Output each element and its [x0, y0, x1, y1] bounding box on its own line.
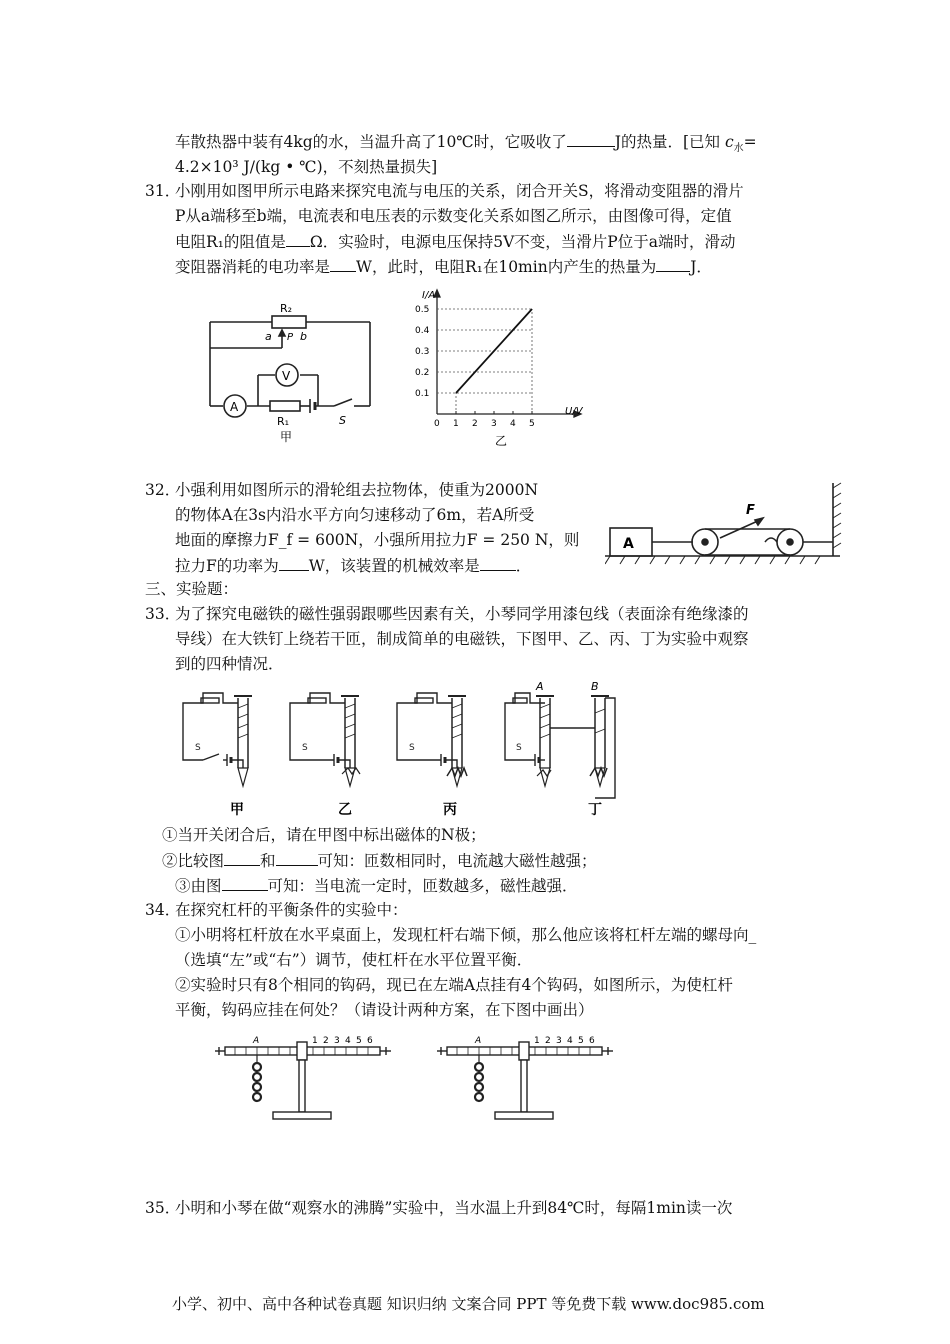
- page-footer: 小学、初中、高中各种试卷真题 知识归纳 文案合同 PPT 等免费下载 www.doc985.com: [172, 1295, 765, 1313]
- r1-label: R₁: [277, 415, 290, 428]
- q31-line2: P从a端移至b端，电流表和电压表的示数变化关系如图乙所示，由图像可得，定值: [175, 207, 732, 225]
- q31-line1: 小刚用如图甲所示电路来探究电流与电压的关系，闭合开关S，将滑动变阻器的滑片: [175, 182, 744, 200]
- q35-line1: 小明和小琴在做“观察水的沸腾”实验中，当水温上升到84℃时，每隔1min读一次: [175, 1199, 733, 1217]
- scale-5: 5: [356, 1036, 362, 1046]
- q34-line1: 在探究杠杆的平衡条件的实验中：: [175, 901, 408, 919]
- circuit-diagram-jia: [200, 300, 380, 450]
- x-tick-label: 0: [434, 419, 440, 429]
- q34-sub1: ①小明将杠杆放在水平桌面上，发现杠杆右端下倾，那么他应该将杠杆左端的螺母向_: [175, 926, 757, 944]
- y-tick-label: 0.4: [415, 326, 430, 336]
- q31-number: 31．: [145, 182, 181, 200]
- terminal-a-label: a: [265, 330, 272, 343]
- switch-label: S: [516, 743, 522, 753]
- series-line: [456, 309, 532, 393]
- figure-caption-ding: 丁: [588, 802, 602, 818]
- point-a-label: A: [253, 1036, 260, 1046]
- figure-caption-jia: 甲: [230, 802, 244, 818]
- x-tick-label: 5: [529, 419, 535, 429]
- scale-4: 4: [567, 1036, 573, 1046]
- answer-blank[interactable]: [279, 555, 309, 571]
- x-tick-label: 3: [491, 419, 497, 429]
- block-a-label: A: [623, 536, 634, 552]
- q34-sub2: ②实验时只有8个相同的钩码，现已在左端A点挂有4个钩码，如图所示，为使杠杆: [175, 976, 733, 994]
- y-tick-label: 0.2: [415, 368, 430, 378]
- switch-label: S: [409, 743, 415, 753]
- q30-line1: 车散热器中装有4kg的水，当温升高了10℃时，它吸收了 J的热量．[已知 $c_水=$: [175, 133, 757, 155]
- q33-number: 33．: [145, 605, 181, 623]
- scale-1: 1: [312, 1036, 318, 1046]
- q31-line3: 电阻R₁的阻值是 Ω．实验时，电源电压保持5V不变，当滑片P位于a端时，滑动: [175, 233, 736, 251]
- q33-sub3: ③由图 可知：当电流一定时，匝数越多，磁性越强．: [175, 877, 578, 895]
- answer-blank[interactable]: [276, 850, 318, 866]
- electromagnet-figures: [175, 678, 625, 820]
- q34-sub1-cont: （选填“左”或“右”）调节，使杠杆在水平位置平衡．: [175, 951, 533, 969]
- q32-line4: 拉力F的功率为 W，该装置的机械效率是 ．: [175, 557, 532, 575]
- q33-line1: 为了探究电磁铁的磁性强弱跟哪些因素有关，小琴同学用漆包线（表面涂有绝缘漆的: [175, 605, 749, 623]
- q32-number: 32．: [145, 481, 181, 499]
- q31-line4: 变阻器消耗的电功率是 W，此时，电阻R₁在10min内产生的热量为 J．: [175, 258, 712, 276]
- x-tick-label: 2: [472, 419, 478, 429]
- y-axis-label: I/A: [422, 290, 436, 301]
- lever-figures: [215, 1030, 615, 1135]
- answer-blank[interactable]: [224, 850, 260, 866]
- answer-blank[interactable]: [567, 131, 615, 147]
- voltmeter-icon: V: [282, 369, 291, 383]
- switch-label: S: [195, 743, 201, 753]
- answer-blank[interactable]: [330, 256, 356, 272]
- q35-number: 35．: [145, 1199, 181, 1217]
- figure-caption-yi: 乙: [495, 434, 508, 448]
- q33-sub2: ②比较图 和 可知：匝数相同时，电流越大磁性越强；: [162, 852, 597, 870]
- q32-line2: 的物体A在3s内沿水平方向匀速移动了6m，若A所受: [175, 506, 535, 524]
- x-tick-label: 1: [453, 419, 459, 429]
- answer-blank[interactable]: [480, 555, 516, 571]
- scale-2: 2: [323, 1036, 329, 1046]
- pulley-diagram: [605, 478, 850, 573]
- force-f-label: F: [746, 503, 755, 518]
- x-tick-label: 4: [510, 419, 516, 429]
- nail-b-label: B: [591, 680, 599, 693]
- section-heading: 三、实验题：: [145, 580, 239, 598]
- q34-sub2-cont: 平衡，钩码应挂在何处？（请设计两种方案，在下图中画出）: [175, 1001, 594, 1019]
- figure-caption-bing: 丙: [443, 802, 457, 818]
- figure-caption-jia: 甲: [280, 430, 293, 444]
- q30-line2: 4.2×10³ J/(kg • ℃)，不刻热量损失]: [175, 158, 438, 176]
- figure-caption-yi: 乙: [338, 802, 352, 818]
- answer-blank[interactable]: [286, 231, 310, 247]
- scale-4: 4: [345, 1036, 351, 1046]
- y-tick-label: 0.3: [415, 347, 430, 357]
- scale-3: 3: [556, 1036, 562, 1046]
- ammeter-icon: A: [230, 400, 239, 414]
- iu-chart: [405, 282, 590, 452]
- scale-6: 6: [367, 1036, 373, 1046]
- x-axis-label: U/V: [565, 406, 583, 417]
- q33-line2: 导线）在大铁钉上绕若干匝，制成简单的电磁铁，下图甲、乙、丙、丁为实验中观察: [175, 630, 749, 648]
- y-tick-label: 0.1: [415, 389, 430, 399]
- q33-line3: 到的四种情况．: [175, 655, 284, 673]
- q32-line3: 地面的摩擦力F_f = 600N，小强所用拉力F = 250 N，则: [175, 531, 580, 549]
- switch-label: S: [302, 743, 308, 753]
- slider-p-label: P: [287, 332, 294, 343]
- switch-label: S: [339, 414, 346, 427]
- answer-blank[interactable]: [656, 256, 690, 272]
- scale-1: 1: [534, 1036, 540, 1046]
- q33-sub1: ①当开关闭合后，请在甲图中标出磁体的N极；: [162, 826, 486, 844]
- q32-line1: 小强利用如图所示的滑轮组去拉物体，使重为2000N: [175, 481, 539, 499]
- r2-label: R₂: [280, 302, 293, 315]
- answer-blank[interactable]: [222, 875, 268, 891]
- q34-number: 34．: [145, 901, 181, 919]
- scale-5: 5: [578, 1036, 584, 1046]
- terminal-b-label: b: [300, 330, 307, 343]
- point-a-label: A: [475, 1036, 482, 1046]
- nail-a-label: A: [536, 680, 544, 693]
- scale-6: 6: [589, 1036, 595, 1046]
- scale-2: 2: [545, 1036, 551, 1046]
- scale-3: 3: [334, 1036, 340, 1046]
- y-tick-label: 0.5: [415, 305, 430, 315]
